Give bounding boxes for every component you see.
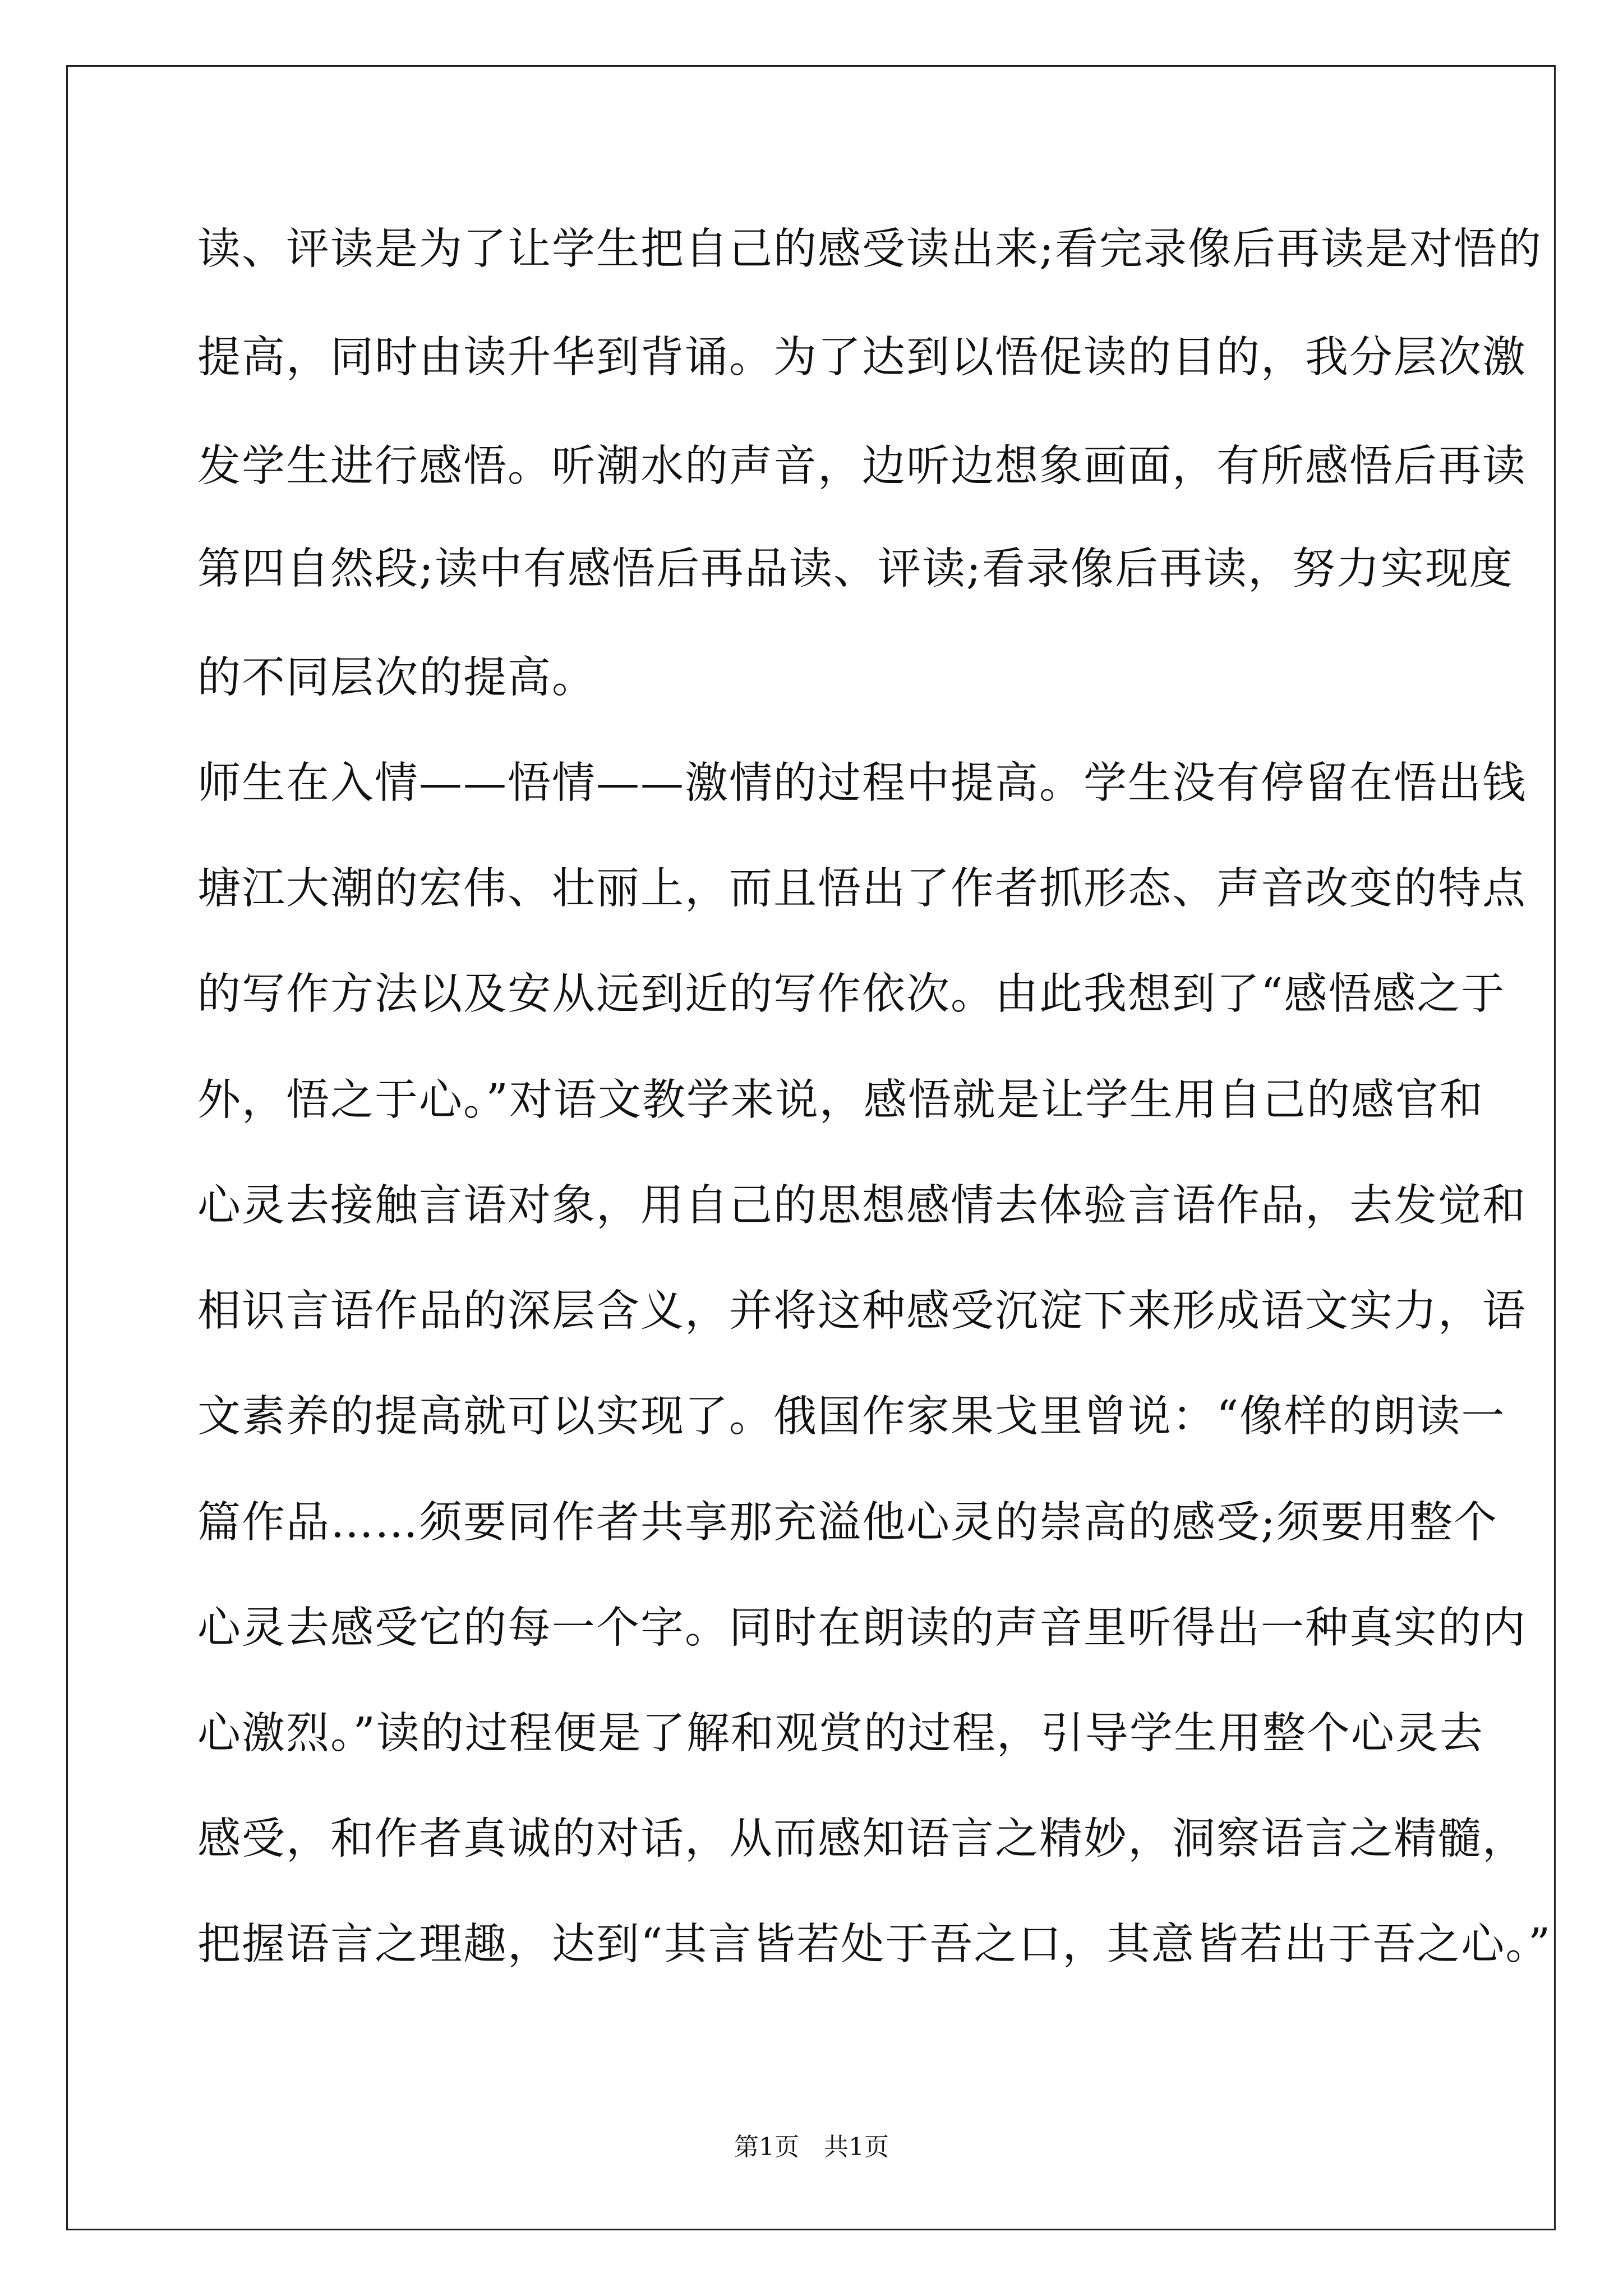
text-line-2: 提高，同时由读升华到背诵。为了达到以悟促读的目的，我分层次激 xyxy=(197,333,1527,383)
text-line-6: 师生在入情——悟情——激情的过程中提高。学生没有停留在悟出钱 xyxy=(197,758,1527,808)
text-line-15: 心激烈。”读的过程便是了解和观赏的过程，引导学生用整个心灵去 xyxy=(197,1709,1484,1759)
text-line-12: 文素养的提高就可以实现了。俄国作家果戈里曾说：“像样的朗读一 xyxy=(197,1392,1506,1442)
text-line-10: 心灵去接触言语对象，用自己的思想感情去体验言语作品，去发觉和 xyxy=(197,1181,1527,1231)
text-line-4: 第四自然段;读中有感悟后再品读、评读;看录像后再读，努力实现度 xyxy=(197,544,1514,594)
text-line-5: 的不同层次的提高。 xyxy=(197,653,596,703)
text-line-13: 篇作品……须要同作者共享那充溢他心灵的崇高的感受;须要用整个 xyxy=(197,1498,1498,1548)
text-line-8: 的写作方法以及安从远到近的写作依次。由此我想到了“感悟感之于 xyxy=(197,969,1506,1019)
text-line-9: 外，悟之于心。”对语文教学来说，感悟就是让学生用自己的感官和 xyxy=(197,1075,1484,1125)
text-line-3: 发学生进行感悟。听潮水的声音，边听边想象画面，有所感悟后再读 xyxy=(197,441,1527,491)
text-line-17: 把握语言之理趣，达到“其言皆若处于吾之口，其意皆若出于吾之心。” xyxy=(197,1920,1552,1970)
text-line-1: 读、评读是为了让学生把自己的感受读出来;看完录像后再读是对悟的 xyxy=(197,224,1542,274)
page-footer: 第1页 共1页 xyxy=(734,2133,889,2161)
text-line-16: 感受，和作者真诚的对话，从而感知语言之精妙，洞察语言之精髓， xyxy=(197,1814,1527,1864)
text-line-7: 塘江大潮的宏伟、壮丽上，而且悟出了作者抓形态、声音改变的特点 xyxy=(197,864,1527,914)
text-line-14: 心灵去感受它的每一个字。同时在朗读的声音里听得出一种真实的内 xyxy=(197,1603,1527,1653)
text-line-11: 相识言语作品的深层含义，并将这种感受沉淀下来形成语文实力，语 xyxy=(197,1286,1527,1336)
